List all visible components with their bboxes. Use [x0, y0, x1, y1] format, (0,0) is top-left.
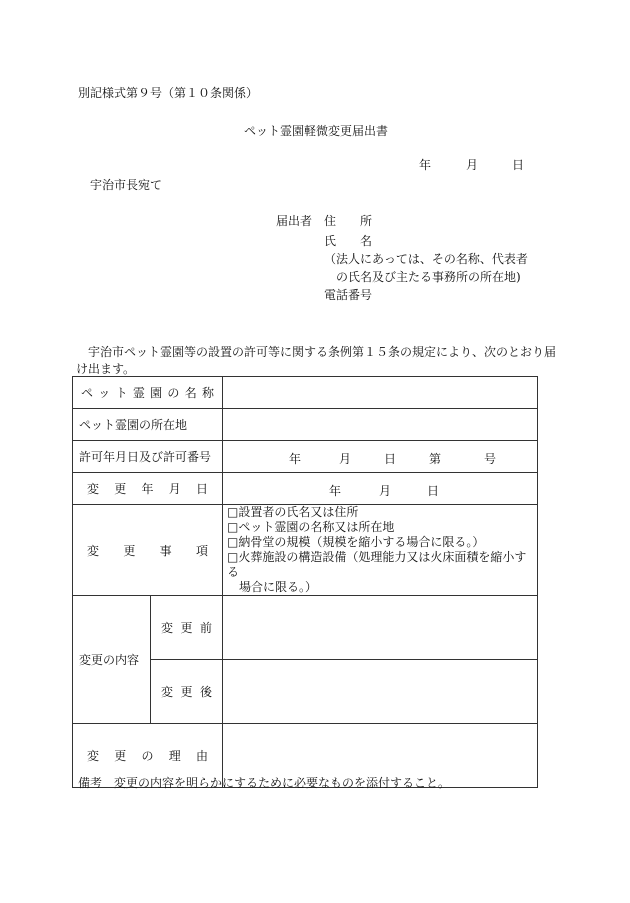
footer-note: 備考 変更の内容を明らかにするために必要なものを添付すること。: [78, 776, 451, 790]
reason-label: 変 更 の 理 由: [73, 724, 223, 788]
cemetery-name-field[interactable]: [223, 377, 538, 409]
change-form-table: [72, 376, 538, 788]
form-title: ペット霊園軽微変更届出書: [244, 124, 389, 138]
after-field[interactable]: [223, 660, 538, 724]
table-row: [73, 409, 538, 441]
permit-field[interactable]: 年 月 日 第 号: [223, 441, 538, 473]
table-row: [73, 441, 538, 473]
cemetery-location-field[interactable]: [223, 409, 538, 441]
table-row: [73, 473, 538, 505]
body-text-line1: 宇治市ペット霊園等の設置の許可等に関する条例第１５条の規定により、次のとおり届: [88, 345, 557, 359]
date-day-label: 日: [512, 158, 525, 172]
permit-label: 許可年月日及び許可番号: [73, 441, 223, 473]
change-items-list[interactable]: [223, 505, 538, 596]
cemetery-name-label: ペ ッ ト 霊 園 の 名 称: [73, 377, 223, 409]
applicant-name-label: 氏 名: [324, 234, 373, 248]
after-label: 変 更 後: [151, 660, 223, 724]
addressee: 宇治市長宛て: [90, 178, 163, 192]
check-item-holder[interactable]: □設置者の氏名又は住所: [227, 505, 359, 519]
before-field[interactable]: [223, 596, 538, 660]
applicant-note-line2: の氏名及び主たる事務所の所在地): [336, 270, 521, 284]
check-item-name-location[interactable]: □ペット霊園の名称又は所在地: [227, 520, 395, 534]
before-label: 変 更 前: [151, 596, 223, 660]
body-text-line2: け出ます。: [76, 362, 136, 376]
check-item-ossuary[interactable]: □納骨堂の規模（規模を縮小する場合に限る。）: [227, 535, 485, 549]
form-number: 別記様式第９号（第１０条関係）: [78, 86, 259, 100]
change-items-label: 変 更 事 項: [73, 505, 223, 596]
date-month-label: 月: [466, 158, 479, 172]
table-row: [73, 596, 538, 660]
cemetery-location-label: ペット霊園の所在地: [73, 409, 223, 441]
change-date-field[interactable]: 年 月 日: [223, 473, 538, 505]
check-item-crematory-cont: 場合に限る。）: [239, 580, 318, 594]
applicant-label: 届出者: [276, 214, 313, 228]
applicant-phone-label: 電話番号: [324, 288, 373, 302]
applicant-address-label: 住 所: [324, 214, 373, 228]
check-item-crematory[interactable]: □火葬施設の構造設備（処理能力又は火床面積を縮小する: [227, 550, 527, 579]
change-date-label: 変 更 年 月 日: [73, 473, 223, 505]
table-row: [73, 377, 538, 409]
change-content-label: 変更の内容: [73, 596, 151, 724]
applicant-note-line1: （法人にあっては、その名称、代表者: [324, 252, 528, 266]
date-year-label: 年: [419, 158, 432, 172]
table-row: [73, 505, 538, 596]
